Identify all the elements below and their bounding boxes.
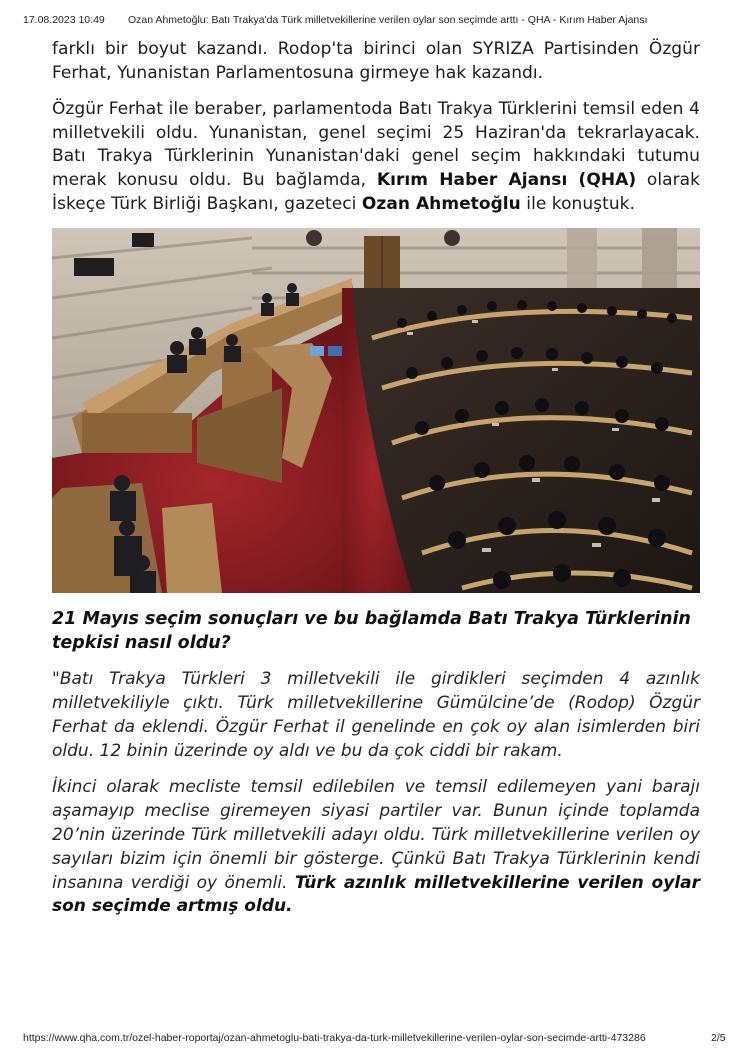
- answer-text: İkinci olarak mecliste temsil edilebilen ve temsil edilemeyen yani barajı aşamayıp meclise giremeyen siyasi partiler var. Bunun içinde toplamda 20’nin üzerinde Türk milletvekili adayı oldu. Türk milletvekillerine verilen oy sayıları bizim için önemli bir gösterge. Çünkü Batı Trakya Türklerinin kendi insanına verdiği oy önemli.: [52, 777, 700, 893]
- interviewee-name: Ozan Ahmetoğlu: [361, 193, 521, 214]
- print-page-title: Ozan Ahmetoğlu: Batı Trakya'da Türk milletvekillerine verilen oylar son seçimde arttı - QHA - Kırım Haber Ajansı: [128, 14, 648, 26]
- article-paragraph-intro: [52, 98, 700, 216]
- interview-answer-continued: [52, 776, 700, 919]
- parliament-photo: [52, 228, 700, 593]
- answer-highlight: Türk azınlık milletvekillerine verilen oylar son seçimde artmış oldu.: [52, 872, 700, 917]
- print-footer: [0, 1032, 750, 1048]
- monitor: [310, 346, 324, 356]
- paragraph-text: ile konuştuk.: [520, 193, 635, 214]
- wall-clock: [444, 230, 460, 246]
- print-header: [0, 14, 750, 30]
- paragraph-text: Özgür Ferhat ile beraber, parlamentoda Batı Trakya Türklerini temsil eden 4 milletvekili oldu. Yunanistan, genel seçimi 25 Haziran'da tekrarlayacak. Batı Trakya Türklerinin Yunanistan'daki genel seçim hakkındaki tutumu merak konusu oldu. Bu bağlamda,: [52, 99, 700, 190]
- camera: [132, 233, 154, 247]
- source-url: https://www.qha.com.tr/ozel-haber-roportaj/ozan-ahmetoglu-bati-trakya-da-turk-milletvekillerine-verilen-oylar-son-secimde-artti-473286: [23, 1032, 646, 1044]
- wall-clock: [306, 230, 322, 246]
- camera: [74, 258, 114, 276]
- monitor: [328, 346, 342, 356]
- page-number: 2/5: [711, 1032, 726, 1044]
- parliament-photo-illustration: [52, 228, 700, 593]
- speaker-podium: [82, 413, 192, 453]
- article-paragraph: farklı bir boyut kazandı. Rodop'ta birinci olan SYRIZA Partisinden Özgür Ferhat, Yunanistan Parlamentosuna girmeye hak kazandı.: [52, 39, 700, 83]
- interview-answer: "Batı Trakya Türkleri 3 milletvekili ile girdikleri seçimden 4 azınlık milletvekiliyle çıktı. Türk milletvekillerine Gümülcine’de (Rodop) Özgür Ferhat da eklendi. Özgür Ferhat il genelinde en çok oy alan isimlerden biri oldu. 12 binin üzerinde oy aldı ve bu da çok ciddi bir rakam.: [52, 669, 700, 761]
- interview-question: 21 Mayıs seçim sonuçları ve bu bağlamda Batı Trakya Türklerinin tepkisi nasıl oldu?: [52, 609, 691, 654]
- paragraph-text: olarak İskeçe Türk Birliği Başkanı, gazeteci: [52, 169, 700, 214]
- print-datetime: 17.08.2023 10:49: [23, 14, 105, 26]
- article-body: [52, 38, 700, 919]
- agency-name: Kırım Haber Ajansı (QHA): [376, 169, 637, 190]
